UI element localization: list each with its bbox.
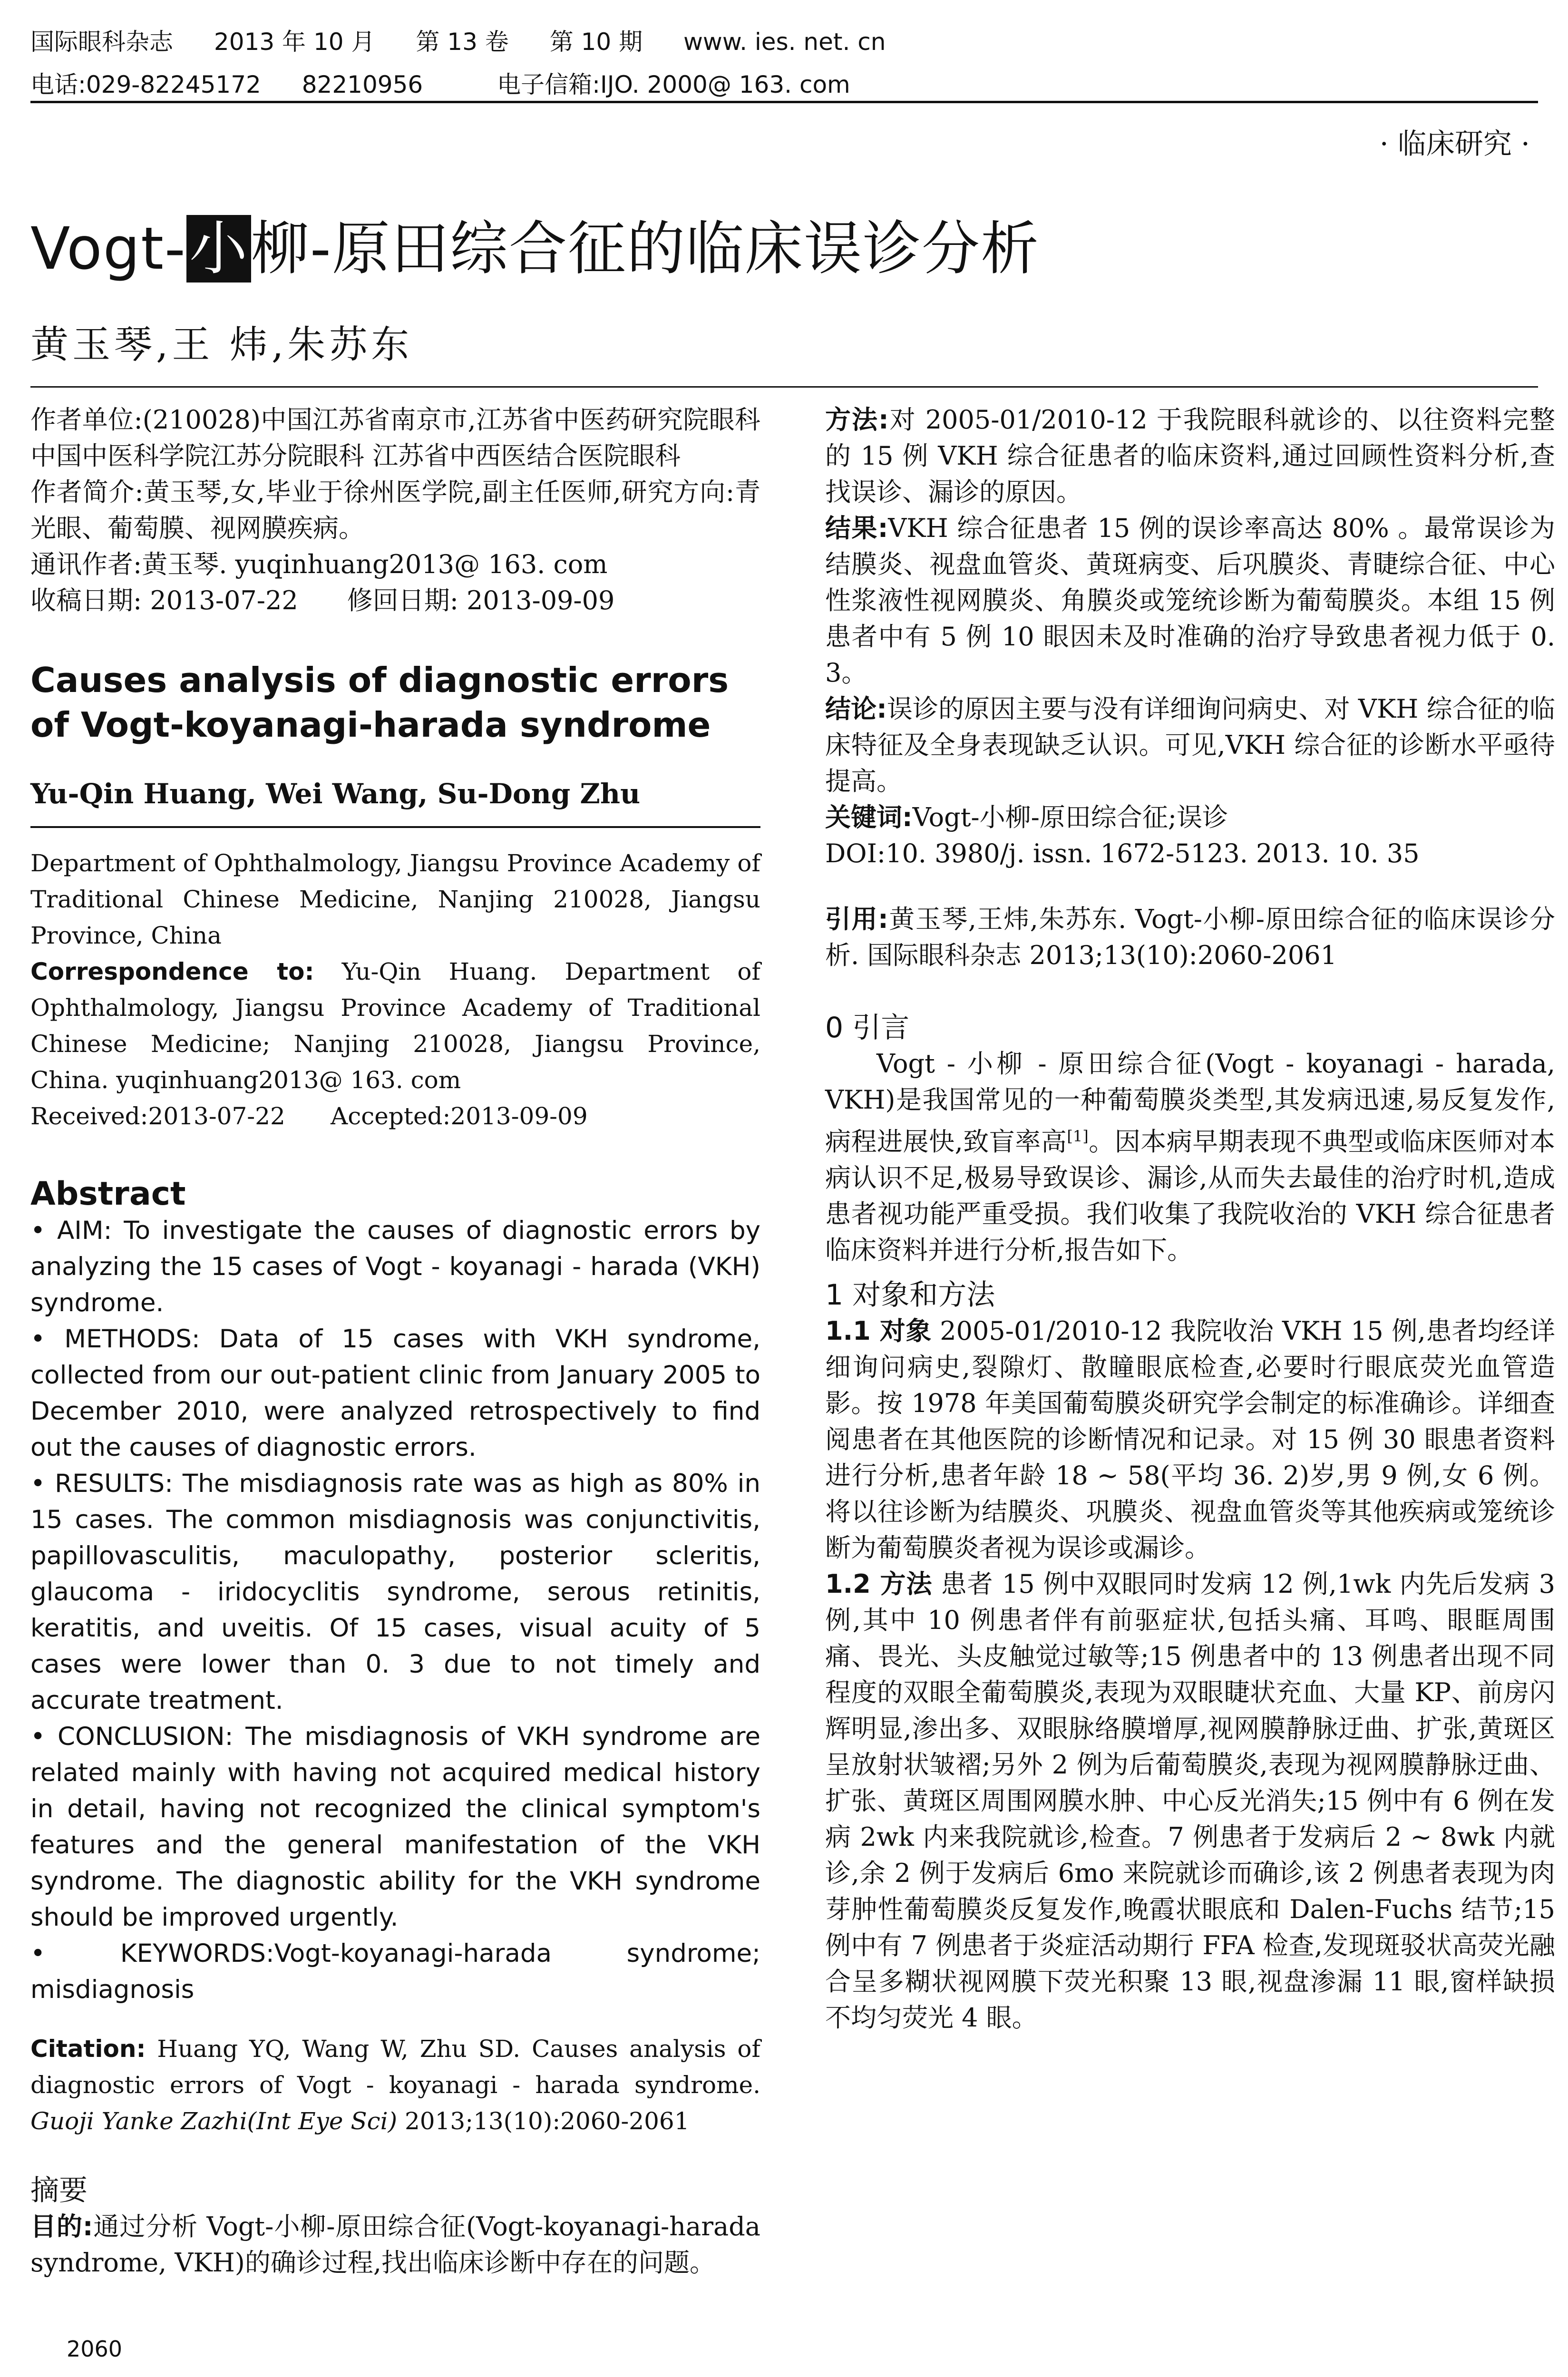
issue: 第 10 期 xyxy=(549,28,643,56)
correspondence-text: Yu-Qin Huang. Department of Ophthalmology, Jiangsu Province Academy of Traditional Chinese Medicine; Nanjing 210028, Jiangsu Province, China. yuqinhuang2013@ 163. com xyxy=(30,958,760,1094)
dates-zh: 收稿日期: 2013-07-22 修回日期: 2013-09-09 xyxy=(30,585,615,615)
authors-rule xyxy=(30,826,760,828)
zh-conclusion-text: 误诊的原因主要与没有详细询问病史、对 VKH 综合征的临床特征及全身表现缺乏认识。可见,VKH 综合征的诊断水平亟待提高。 xyxy=(825,694,1555,796)
section-1-2 xyxy=(825,1566,1555,2036)
section-1-1-text: 2005-01/2010-12 我院收治 VKH 15 例,患者均经详细询问病史,裂隙灯、散瞳眼底检查,必要时行眼底荧光血管造影。按 1978 年美国葡萄膜炎研究学会制定的标准确诊。详细查阅患者在其他医院的诊断情况和记录。对 15 例 30 眼患者资料进行分析,患者年龄 18 ~ 58(平均 36. 2)岁,男 9 例,女 6 例。将以往诊断为结膜炎、巩膜炎、视盘血管炎等其他疾病或笼统诊断为葡萄膜炎者视为误诊或漏诊。 xyxy=(825,1316,1555,1563)
citation xyxy=(30,2031,760,2139)
aim-text: To investigate the causes of diagnostic errors by analyzing the 15 cases of Vogt - koyanagi - harada (VKH) syndrome. xyxy=(30,1216,760,1317)
section-1-1 xyxy=(825,1313,1555,1566)
journal-name: 国际眼科杂志 xyxy=(30,28,173,56)
received-accepted: Received:2013-07-22 Accepted:2013-09-09 xyxy=(30,1102,588,1130)
methods-heading: 1 对象和方法 xyxy=(825,1278,995,1312)
conclusion-text: The misdiagnosis of VKH syndrome are related mainly with having not acquired medical history in detail, having not recognized the clinical symptom's features and the general manifestation of the VKH syndrome. The diagnostic ability for the VKH syndrome should be improved urgently. xyxy=(30,1722,760,1932)
keywords-text: Vogt-koyanagi-harada syndrome; misdiagnosis xyxy=(30,1939,760,2004)
zh-keywords-label: 关键词: xyxy=(825,802,913,832)
title-post: 柳-原田综合征的临床误诊分析 xyxy=(251,215,1040,283)
zh-keywords xyxy=(825,799,1555,836)
intro-text-a: Vogt - 小柳 - 原田综合征(Vogt - koyanagi - harada, VKH)是我国常见的一种葡萄膜炎类型,其发病迅速,易反复发作,病程进展快,致盲率高 xyxy=(825,1049,1555,1157)
doi: DOI:10. 3980/j. issn. 1672-5123. 2013. 10. 35 xyxy=(825,838,1420,868)
zh-citation xyxy=(825,901,1555,974)
section-tag: · 临床研究 · xyxy=(1379,127,1530,161)
zh-aim-text: 通过分析 Vogt-小柳-原田综合征(Vogt-koyanagi-harada syndrome, VKH)的确诊过程,找出临床诊断中存在的问题。 xyxy=(30,2211,760,2278)
phone: 电话:029-82245172 xyxy=(30,71,261,98)
title-pre: Vogt- xyxy=(30,215,186,283)
zh-results-text: VKH 综合征患者 15 例的误诊率高达 80% 。最常误诊为结膜炎、视盘血管炎、黄斑病变、后巩膜炎、青睫综合征、中心性浆液性视网膜炎、角膜炎或笼统诊断为葡萄膜炎。本组 15 例患者中有 5 例 10 眼因未及时准确的治疗导致患者视力低于 0. 3。 xyxy=(825,513,1555,688)
volume: 第 13 卷 xyxy=(416,28,509,56)
citation-tail: 2013;13(10):2060-2061 xyxy=(397,2107,690,2135)
zh-methods-label: 方法: xyxy=(825,405,889,435)
article-title xyxy=(30,202,1040,285)
intro-paragraph xyxy=(825,1046,1555,1268)
methods-label: • METHODS: xyxy=(30,1325,200,1354)
english-authors: Yu-Qin Huang, Wei Wang, Su-Dong Zhu xyxy=(30,778,641,810)
intro-heading: 0 引言 xyxy=(825,1011,910,1044)
website: www. ies. net. cn xyxy=(683,28,886,56)
section-1-1-label: 1.1 对象 xyxy=(825,1316,932,1346)
abstract-aim xyxy=(30,1213,760,1321)
intro-ref: [1] xyxy=(1067,1127,1089,1145)
journal-header-line1 xyxy=(30,23,919,57)
zh-conclusion-label: 结论: xyxy=(825,694,887,724)
left-column xyxy=(30,402,760,2281)
abstract-heading: Abstract xyxy=(30,1175,186,1213)
conclusion-label: • CONCLUSION: xyxy=(30,1722,234,1751)
zh-conclusion xyxy=(825,691,1555,799)
aim-label: • AIM: xyxy=(30,1216,112,1245)
section-1-2-text: 患者 15 例中双眼同时发病 12 例,1wk 内先后发病 3 例,其中 10 例患者伴有前驱症状,包括头痛、耳鸣、眼眶周围痛、畏光、头皮触觉过敏等;15 例患者中的 13 例患者出现不同程度的双眼全葡萄膜炎,表现为双眼睫状充血、大量 KP、前房闪辉明显,渗出多、双眼脉络膜增厚,视网膜静脉迂曲、扩张,黄斑区呈放射状皱褶;另外 2 例为后葡萄膜炎,表现为视网膜静脉迂曲、扩张、黄斑区周围网膜水肿、中心反光消失;15 例中有 6 例在发病 2wk 内来我院就诊,检查。7 例患者于发病后 2 ~ 8wk 内就诊,余 2 例于发病后 6mo 来院就诊而确诊,该 2 例患者表现为肉芽肿性葡萄膜炎反复发作,晚霞状眼底和 Dalen-Fuchs 结节;15 例中有 7 例患者于炎症活动期行 FFA 检查,发现斑驳状高荧光融合呈多糊状视网膜下荧光积聚 13 眼,视盘渗漏 11 眼,窗样缺损不均匀荧光 4 眼。 xyxy=(825,1569,1555,2033)
zh-results xyxy=(825,510,1555,691)
zh-aim xyxy=(30,2209,760,2281)
authors-zh: 黄玉琴,王 炜,朱苏东 xyxy=(30,322,413,367)
zh-abstract-heading: 摘要 xyxy=(30,2174,88,2207)
zh-aim-label: 目的: xyxy=(30,2211,93,2241)
methods-text: Data of 15 cases with VKH syndrome, collected from our out-patient clinic from January 2005 to December 2010, were analyzed retrospectively to find out the causes of diagnostic errors. xyxy=(30,1325,760,1462)
keywords-label: • KEYWORDS: xyxy=(30,1939,274,1968)
intro-text-b: 。因本病早期表现不典型或临床医师对本病认识不足,极易导致误诊、漏诊,从而失去最佳的治疗时机,造成患者视功能严重受损。我们收集了我院收治的 VKH 综合征患者临床资料并进行分析,报告如下。 xyxy=(825,1127,1555,1265)
zh-methods-text: 对 2005-01/2010-12 于我院眼科就诊的、以往资料完整的 15 例 VKH 综合征患者的临床资料,通过回顾性资料分析,查找误诊、漏诊的原因。 xyxy=(825,405,1555,507)
results-text: The misdiagnosis rate was as high as 80% in 15 cases. The common misdiagnosis was conjunctivitis, papillovasculitis, maculopathy, posterior scleritis, glaucoma - iridocyclitis syndrome, serous retinitis, keratitis, and uveitis. Of 15 cases, visual acuity of 5 cases were lower than 0. 3 due to not timely and accurate treatment. xyxy=(30,1469,760,1715)
header-rule xyxy=(30,101,1538,103)
abstract-keywords xyxy=(30,1936,760,2008)
title-highlight: 小 xyxy=(186,215,251,283)
affiliation-en: Department of Ophthalmology, Jiangsu Province Academy of Traditional Chinese Medicine, Nanjing 210028, Jiangsu Province, China xyxy=(30,849,760,949)
abstract-methods xyxy=(30,1321,760,1466)
corresponding-author: 通讯作者:黄玉琴. yuqinhuang2013@ 163. com xyxy=(30,549,608,579)
issue-date: 2013 年 10 月 xyxy=(214,28,375,56)
results-label: • RESULTS: xyxy=(30,1469,174,1498)
citation-text: Huang YQ, Wang W, Zhu SD. Causes analysis of diagnostic errors of Vogt - koyanagi - harada syndrome. xyxy=(30,2035,760,2099)
zh-citation-text: 黄玉琴,王炜,朱苏东. Vogt-小柳-原田综合征的临床误诊分析. 国际眼科杂志 2013;13(10):2060-2061 xyxy=(825,904,1555,970)
title-rule xyxy=(30,386,1538,388)
right-column xyxy=(825,402,1555,2036)
email: 电子信箱:IJO. 2000@ 163. com xyxy=(497,71,850,98)
author-affiliation-zh: 作者单位:(210028)中国江苏省南京市,江苏省中医药研究院眼科 中国中医科学院江苏分院眼科 江苏省中西医结合医院眼科 xyxy=(30,405,760,471)
journal-header-line2 xyxy=(30,66,884,100)
page-number: 2060 xyxy=(67,2336,123,2362)
abstract-conclusion xyxy=(30,1719,760,1936)
zh-keywords-text: Vogt-小柳-原田综合征;误诊 xyxy=(912,802,1228,832)
zh-methods xyxy=(825,402,1555,510)
phone2: 82210956 xyxy=(302,71,423,98)
citation-journal: Guoji Yanke Zazhi(Int Eye Sci) xyxy=(30,2107,398,2135)
abstract-results xyxy=(30,1466,760,1719)
zh-citation-label: 引用: xyxy=(825,904,888,934)
citation-label: Citation: xyxy=(30,2035,146,2063)
author-bio: 作者简介:黄玉琴,女,毕业于徐州医学院,副主任医师,研究方向:青光眼、葡萄膜、视网膜疾病。 xyxy=(30,477,760,543)
correspondence-label: Correspondence to: xyxy=(30,958,314,985)
english-title: Causes analysis of diagnostic errors of Vogt-koyanagi-harada syndrome xyxy=(30,660,729,745)
correspondence xyxy=(30,954,760,1098)
zh-results-label: 结果: xyxy=(825,513,888,543)
section-1-2-label: 1.2 方法 xyxy=(825,1569,933,1599)
